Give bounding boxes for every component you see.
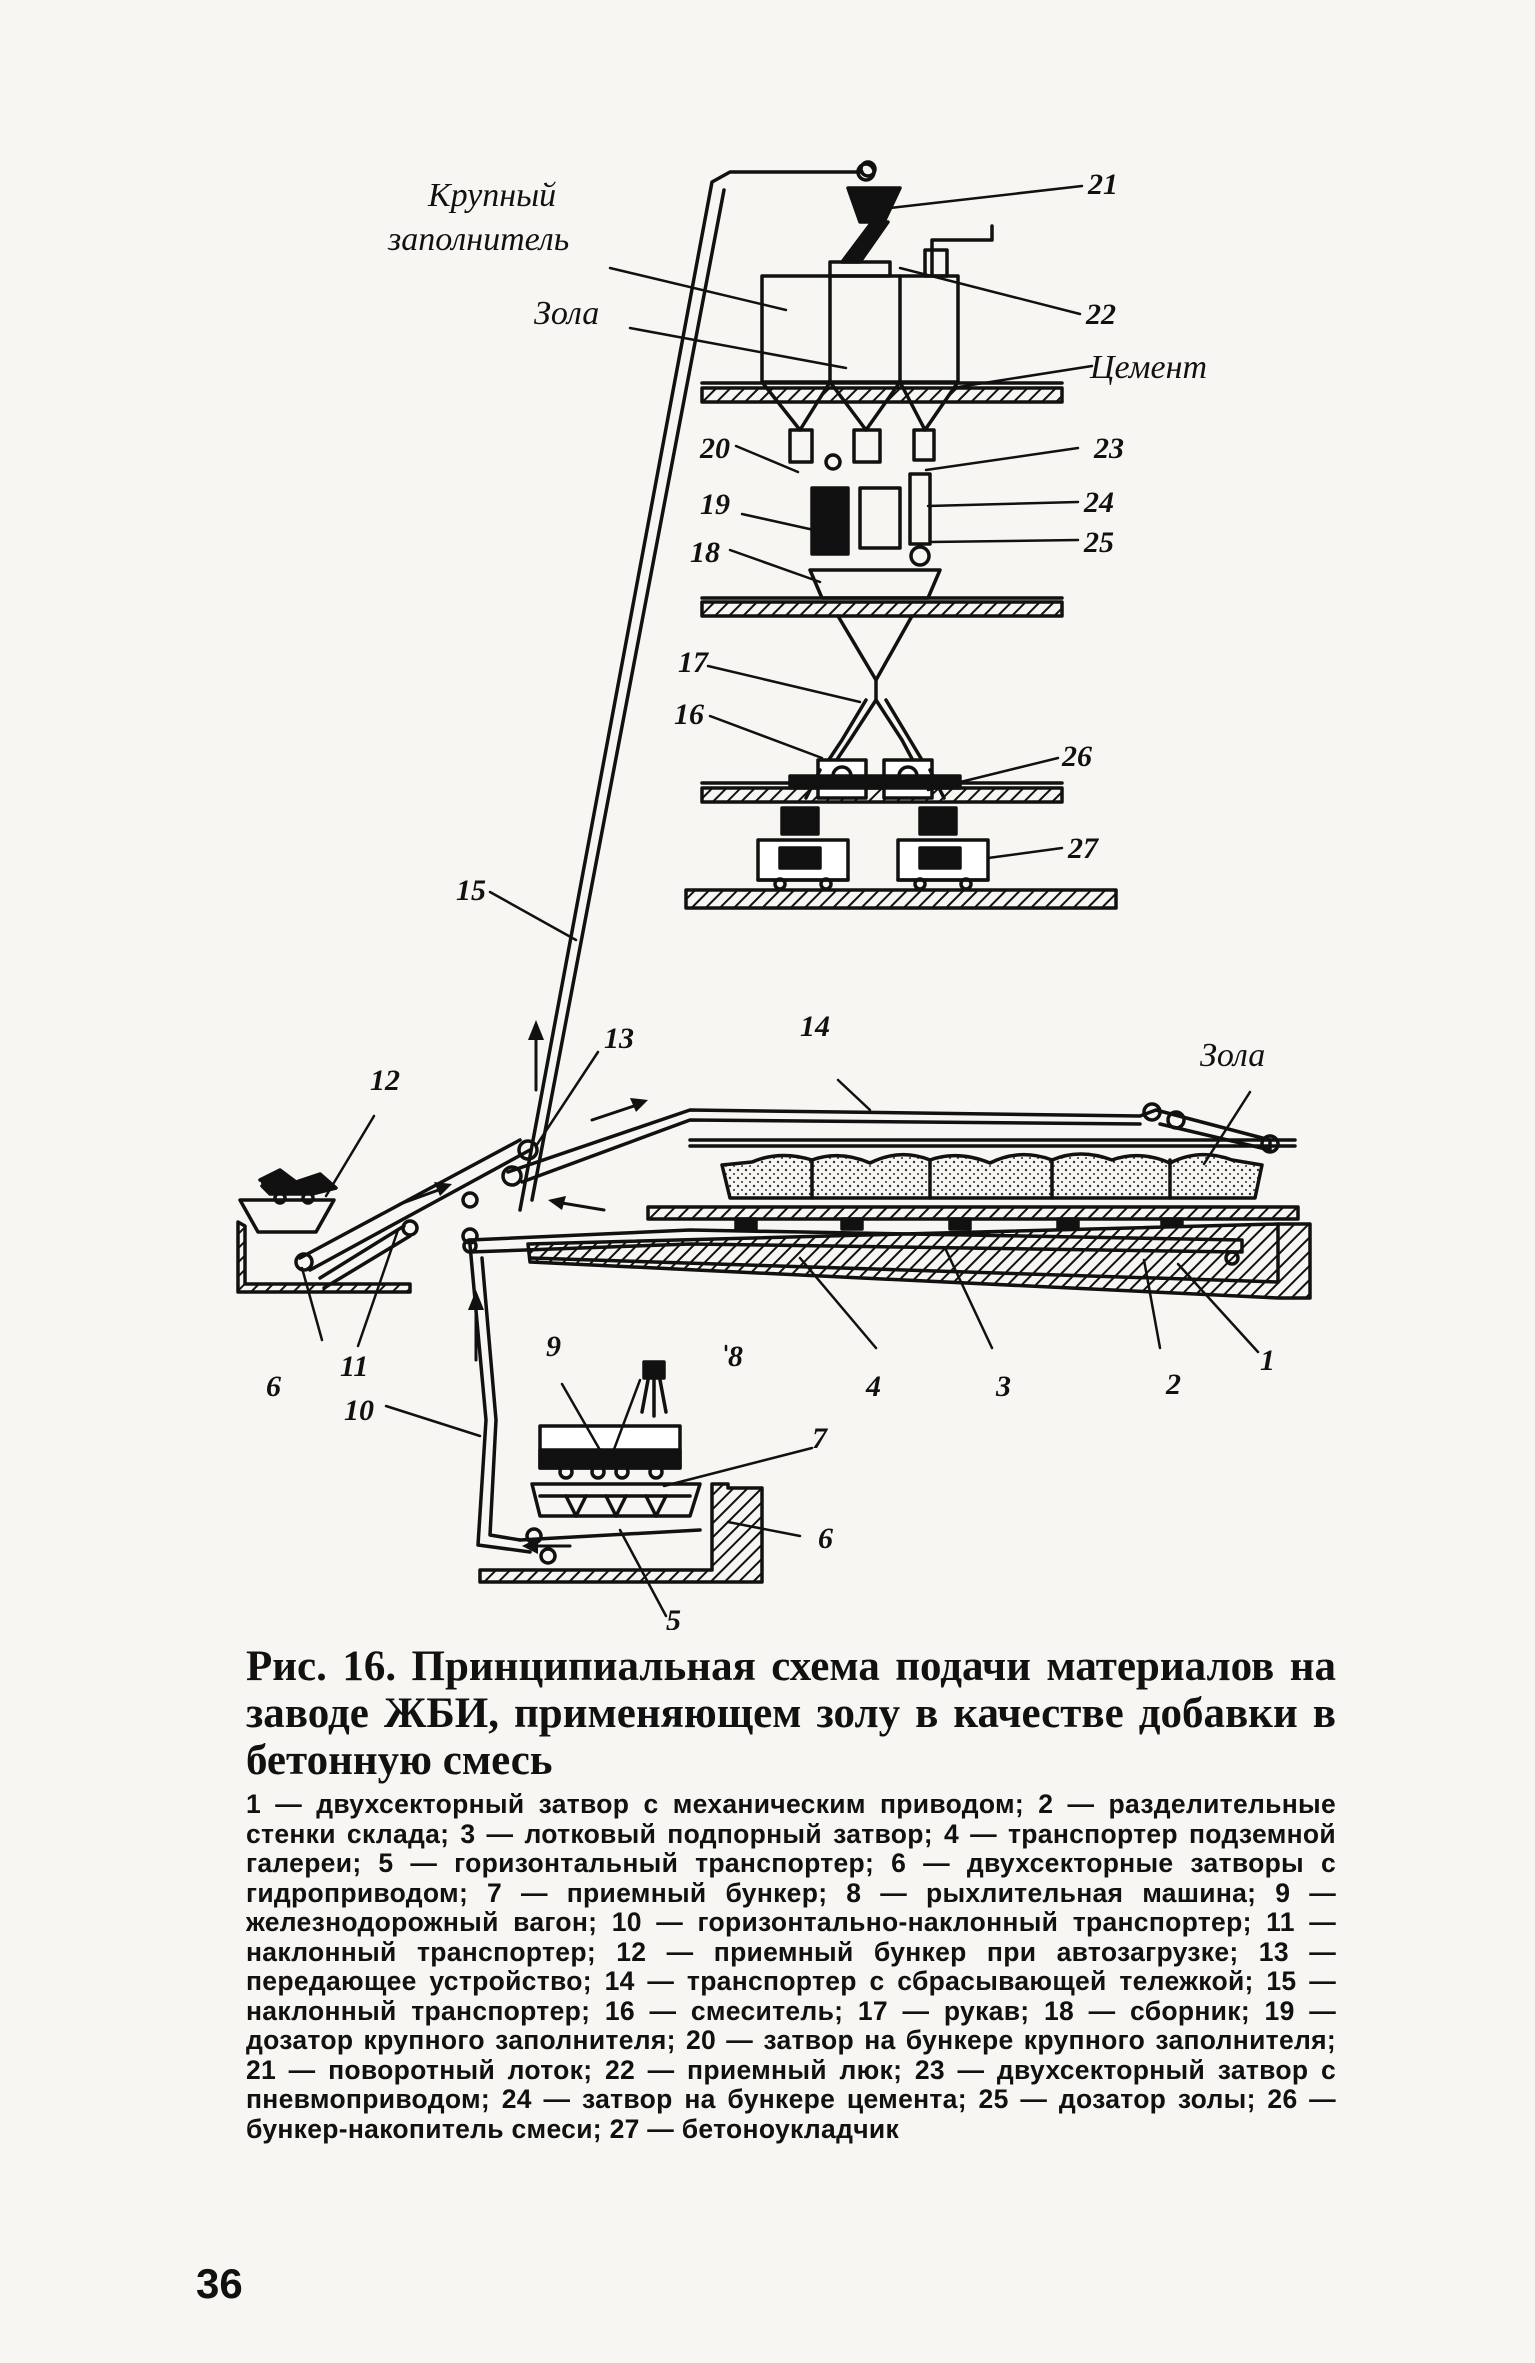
- figure-legend: 1 — двухсекторный затвор с механическим приводом; 2 — разделительные стенки склада; 3 — лотковый подпорный затвор; 4 — транспортер подземной галереи; 5 — горизонтальный транспортер; 6 — двухсекторные затворы с гидроприводом; 7 — приемный бункер; 8 — рыхлительная машина; 9 — железнодорожный вагон; 10 — горизонтально-наклонный транспортер; 11 — наклонный транспортер; 12 — приемный бункер при автозагрузке; 13 — передающее устройство; 14 — транспортер с сбрасывающей тележкой; 15 — наклонный транспортер; 16 — смеситель; 17 — рукав; 18 — сборник; 19 — дозатор крупного заполнителя; 20 — затвор на бункере крупного заполнителя; 21 — поворотный лоток; 22 — приемный люк; 23 — двухсекторный затвор с пневмоприводом; 24 — затвор на бункере цемента; 25 — дозатор золы; 26 — бункер-накопитель смеси; 27 — бетоноукладчик: [246, 1789, 1336, 2144]
- label-19: 19: [700, 488, 730, 521]
- floor-slabs: [686, 383, 1116, 908]
- label-coarse-aggregate-2: заполнитель: [388, 221, 570, 258]
- label-ash-top: Зола: [534, 295, 600, 332]
- label-26: 26: [1062, 740, 1092, 773]
- label-3: 3: [996, 1370, 1011, 1403]
- label-17: 17: [678, 646, 708, 679]
- label-1: 1: [1260, 1344, 1275, 1377]
- transfer-device-13: [463, 1141, 537, 1243]
- label-14: 14: [800, 1010, 830, 1043]
- inclined-conveyor-11: [320, 1221, 417, 1288]
- label-5: 5: [666, 1604, 681, 1630]
- label-6-right: 6: [818, 1522, 833, 1555]
- label-11: 11: [340, 1350, 369, 1383]
- label-27: 27: [1068, 832, 1098, 865]
- label-18: 18: [690, 536, 720, 569]
- figure-caption: Рис. 16. Принципиальная схема подачи материалов на заводе ЖБИ, применяющем золу в качестве добавки в бетонную смесь: [246, 1643, 1336, 1784]
- conveyor-10: [470, 1245, 530, 1552]
- label-ash-store: Зола: [1200, 1037, 1266, 1074]
- label-4: 4: [866, 1370, 881, 1403]
- label-15: 15: [456, 874, 486, 907]
- label-10: 10: [344, 1394, 374, 1427]
- label-9: 9: [546, 1330, 561, 1363]
- label-25: 25: [1084, 526, 1114, 559]
- label-7: 7: [812, 1422, 827, 1455]
- label-23: 23: [1094, 432, 1124, 465]
- label-coarse-aggregate-1: Крупный: [428, 177, 557, 214]
- label-6-left: 6: [266, 1370, 281, 1403]
- label-cement: Цемент: [1090, 349, 1208, 386]
- label-12: 12: [370, 1064, 400, 1097]
- label-2: 2: [1166, 1368, 1181, 1401]
- label-13: 13: [604, 1022, 634, 1055]
- label-24: 24: [1084, 486, 1114, 519]
- gallery: [464, 1224, 1310, 1298]
- label-16: 16: [674, 698, 704, 731]
- ash-storage: [648, 1154, 1298, 1229]
- label-22: 22: [1086, 298, 1116, 331]
- dosers: [812, 455, 930, 565]
- label-20: 20: [700, 432, 730, 465]
- label-21: 21: [1088, 168, 1118, 201]
- concrete-pavers: [758, 808, 988, 889]
- page-number: 36: [196, 2260, 243, 2307]
- label-8: 8: [728, 1340, 743, 1373]
